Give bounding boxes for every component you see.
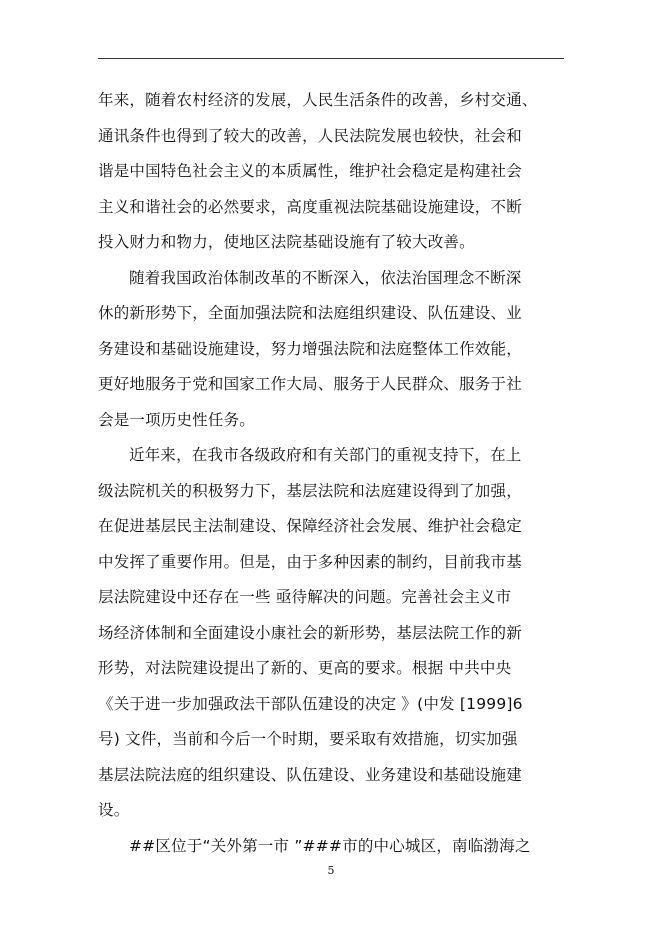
- text-line: 基层法院法庭的组织建设、队伍建设、业务建设和基础设施建: [98, 765, 522, 784]
- paragraph-first-line: ##区位于“关外第一市 ”###市的中心城区，南临渤海之: [129, 836, 531, 855]
- text-line: 形势，对法院建设提出了新的、更高的要求。根据 中共中央: [98, 659, 512, 677]
- text-line: 投入财力和物力，使地区法院基础设施有了较大改善。: [98, 233, 475, 251]
- text-line: 在促进基层民主法制建设、保障经济社会发展、维护社会稳定: [98, 517, 522, 535]
- text-line: 设。: [98, 801, 130, 819]
- text-line: 《关于进一步加强政法干部队伍建设的决定 》(中发 [1999]6: [98, 694, 523, 713]
- text-line: 层法院建设中还存在一些 亟待解决的问题。完善社会主义市: [98, 588, 512, 606]
- text-line: 级法院机关的积极努力下，基层法院和法庭建设得到了加强，: [98, 481, 522, 500]
- document-body: [98, 86, 568, 867]
- text-line: 谐是中国特色社会主义的本质属性，维护社会稳定是构建社会: [98, 162, 522, 180]
- text-line: 通讯条件也得到了较大的改善，人民法院发展也较快，社会和: [98, 126, 522, 145]
- text-line: 更好地服务于党和国家工作大局、服务于人民群众、服务于社: [98, 375, 522, 393]
- text-line: 务建设和基础设施建设，努力增强法院和法庭整体工作效能，: [98, 339, 522, 358]
- text-line: 号) 文件，当前和今后一个时期，要采取有效措施，切实加强: [98, 730, 518, 748]
- page-number: 5: [327, 864, 335, 877]
- text-line: 中发挥了重要作用。但是，由于多种因素的制约，目前我市基: [98, 552, 522, 571]
- text-line: 主义和谐社会的必然要求，高度重视法院基础设施建设，不断: [98, 197, 522, 216]
- text-line: 休的新形势下，全面加强法院和法庭组织建设、队伍建设、业: [98, 304, 522, 322]
- header-rule: [98, 58, 564, 59]
- text-line: 会是一项历史性任务。: [98, 410, 256, 429]
- paragraph-first-line: 随着我国政治体制改革的不断深入，依法治国理念不断深: [129, 268, 522, 287]
- paragraph-first-line: 近年来，在我市各级政府和有关部门的重视支持下，在上: [129, 446, 522, 464]
- text-line: 年来，随着农村经济的发展，人民生活条件的改善，乡村交通、: [98, 91, 538, 109]
- text-line: 场经济体制和全面建设小康社会的新形势，基层法院工作的新: [98, 623, 522, 642]
